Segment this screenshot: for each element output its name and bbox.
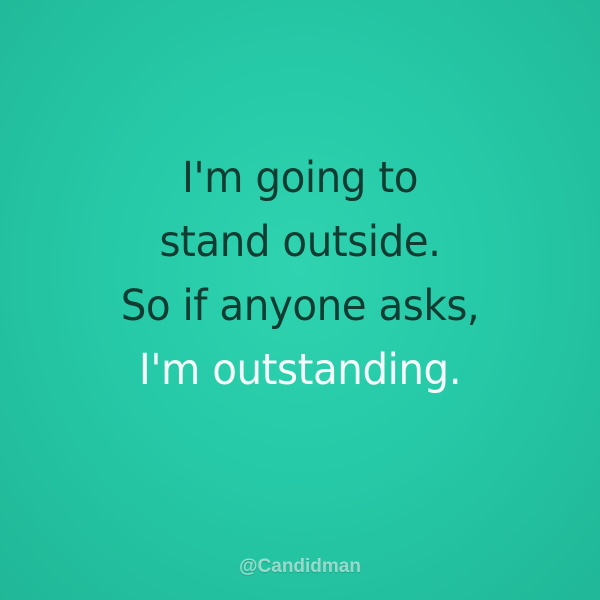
- quote-line-1: I'm going to: [182, 153, 418, 203]
- quote-line-4: I'm outstanding.: [138, 345, 462, 395]
- quote-line-2: stand outside.: [159, 217, 441, 267]
- quote-text: [0, 146, 600, 402]
- quote-line-3: So if anyone asks,: [120, 281, 480, 331]
- watermark-handle: @Candidman: [239, 556, 361, 577]
